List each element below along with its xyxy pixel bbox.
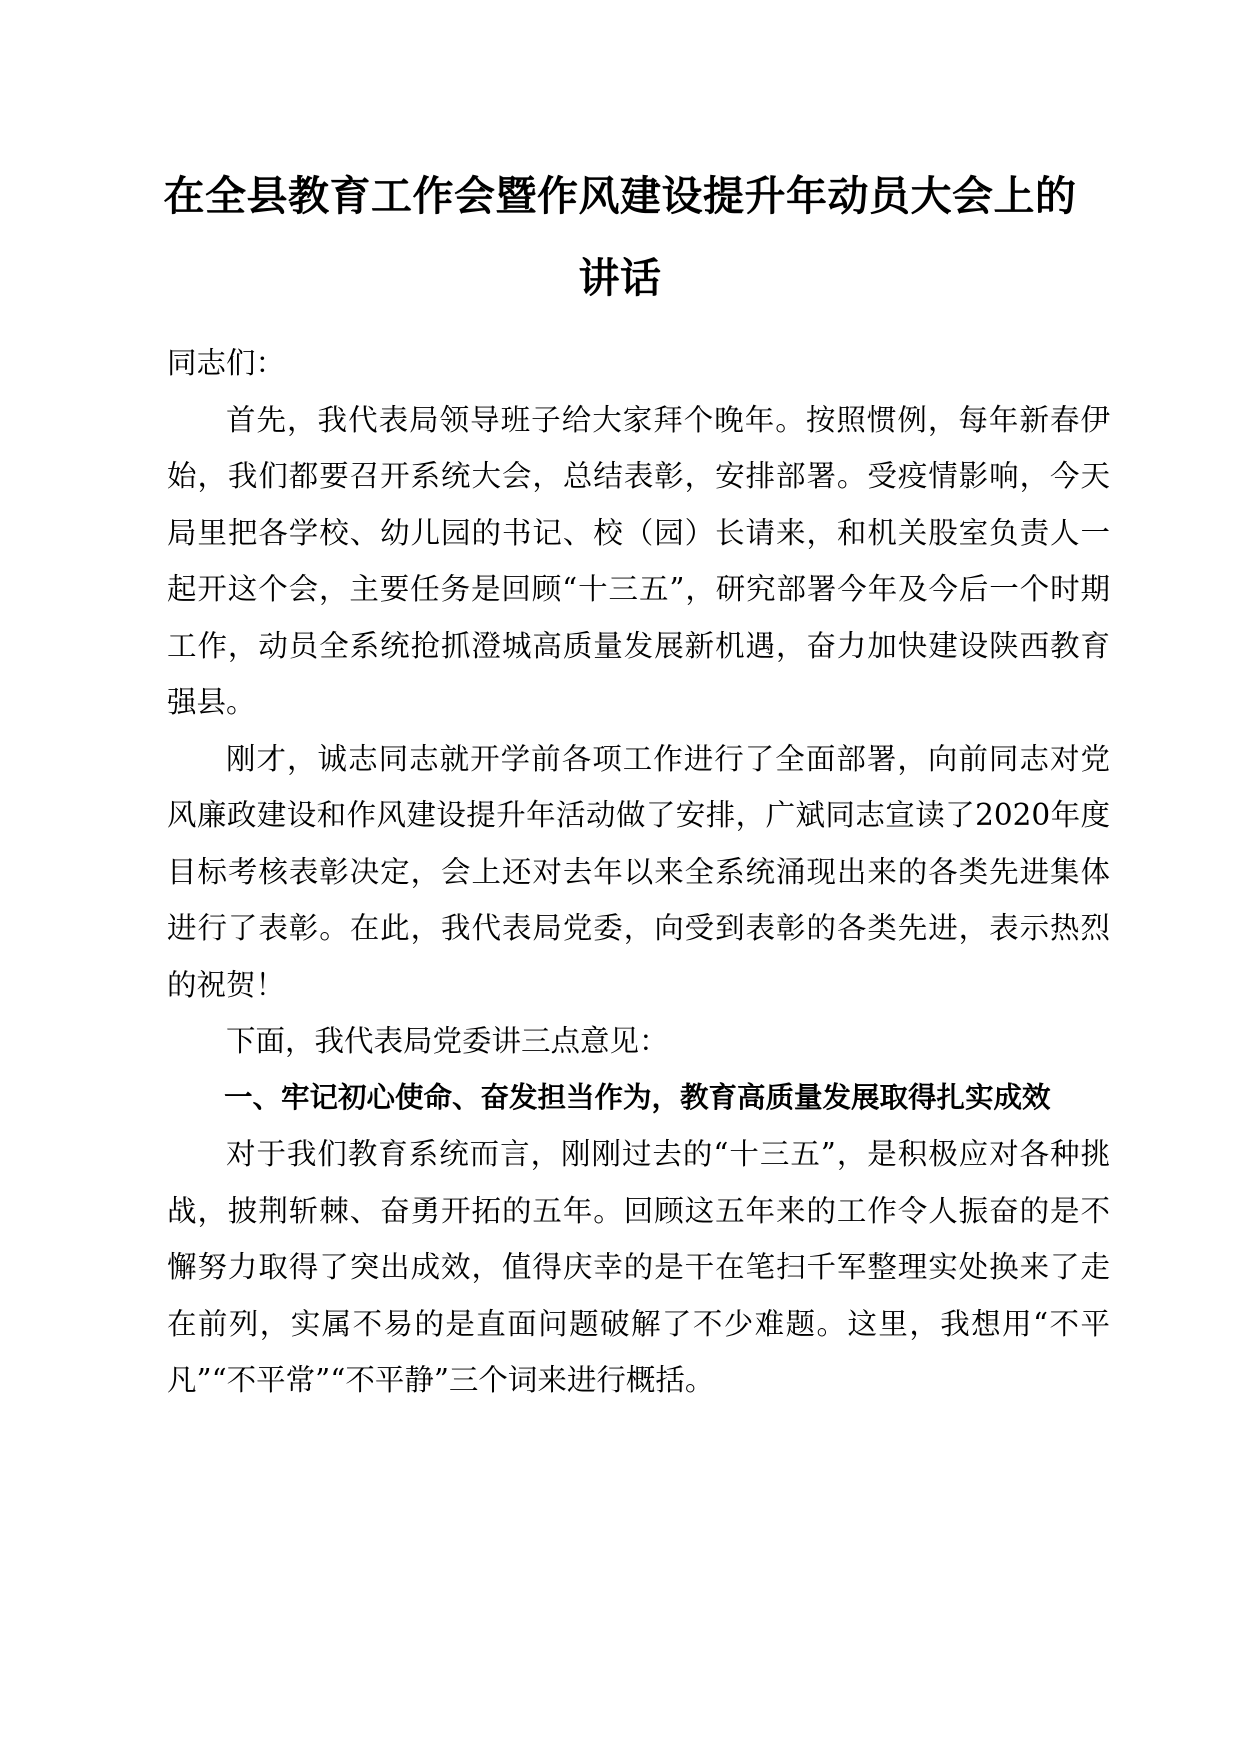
paragraph-section-one: 对于我们教育系统而言，刚刚过去的“十三五”，是积极应对各种挑战，披荆斩棘、奋勇开拓的五年。回顾这五年来的工作令人振奋的是不懈努力取得了突出成效，值得庆幸的是干在笔扫千军整理实处换来了走在前列，实属不易的是直面问题破解了不少难题。这里，我想用“不平凡”“不平常”“不平静”三个词来进行概括。 [167, 1137, 1110, 1397]
paragraph-intro: 下面，我代表局党委讲三点意见： [226, 1024, 669, 1058]
paragraph-review: 刚才，诚志同志就开学前各项工作进行了全面部署，向前同志对党风廉政建设和作风建设提升年活动做了安排，广斌同志宣读了2020年度目标考核表彰决定，会上还对去年以来全系统涌现出来的各类先进集体进行了表彰。在此，我代表局党委，向受到表彰的各类先进，表示热烈的祝贺！ [167, 741, 1110, 1002]
salutation: 同志们： [167, 346, 286, 380]
document-title: 在全县教育工作会暨作风建设提升年动员大会上的讲话 [163, 172, 1077, 302]
paragraph-opening: 首先，我代表局领导班子给大家拜个晚年。按照惯例，每年新春伊始，我们都要召开系统大会，总结表彰，安排部署。受疫情影响，今天局里把各学校、幼儿园的书记、校（园）长请来，和机关股室负责人一起开这个会，主要任务是回顾“十三五”，研究部署今年及今后一个时期工作，动员全系统抢抓澄城高质量发展新机遇，奋力加快建设陕西教育强县。 [167, 402, 1110, 719]
section-heading: 一、牢记初心使命、奋发担当作为，教育高质量发展取得扎实成效 [224, 1080, 1051, 1114]
document-body [167, 335, 1110, 1409]
